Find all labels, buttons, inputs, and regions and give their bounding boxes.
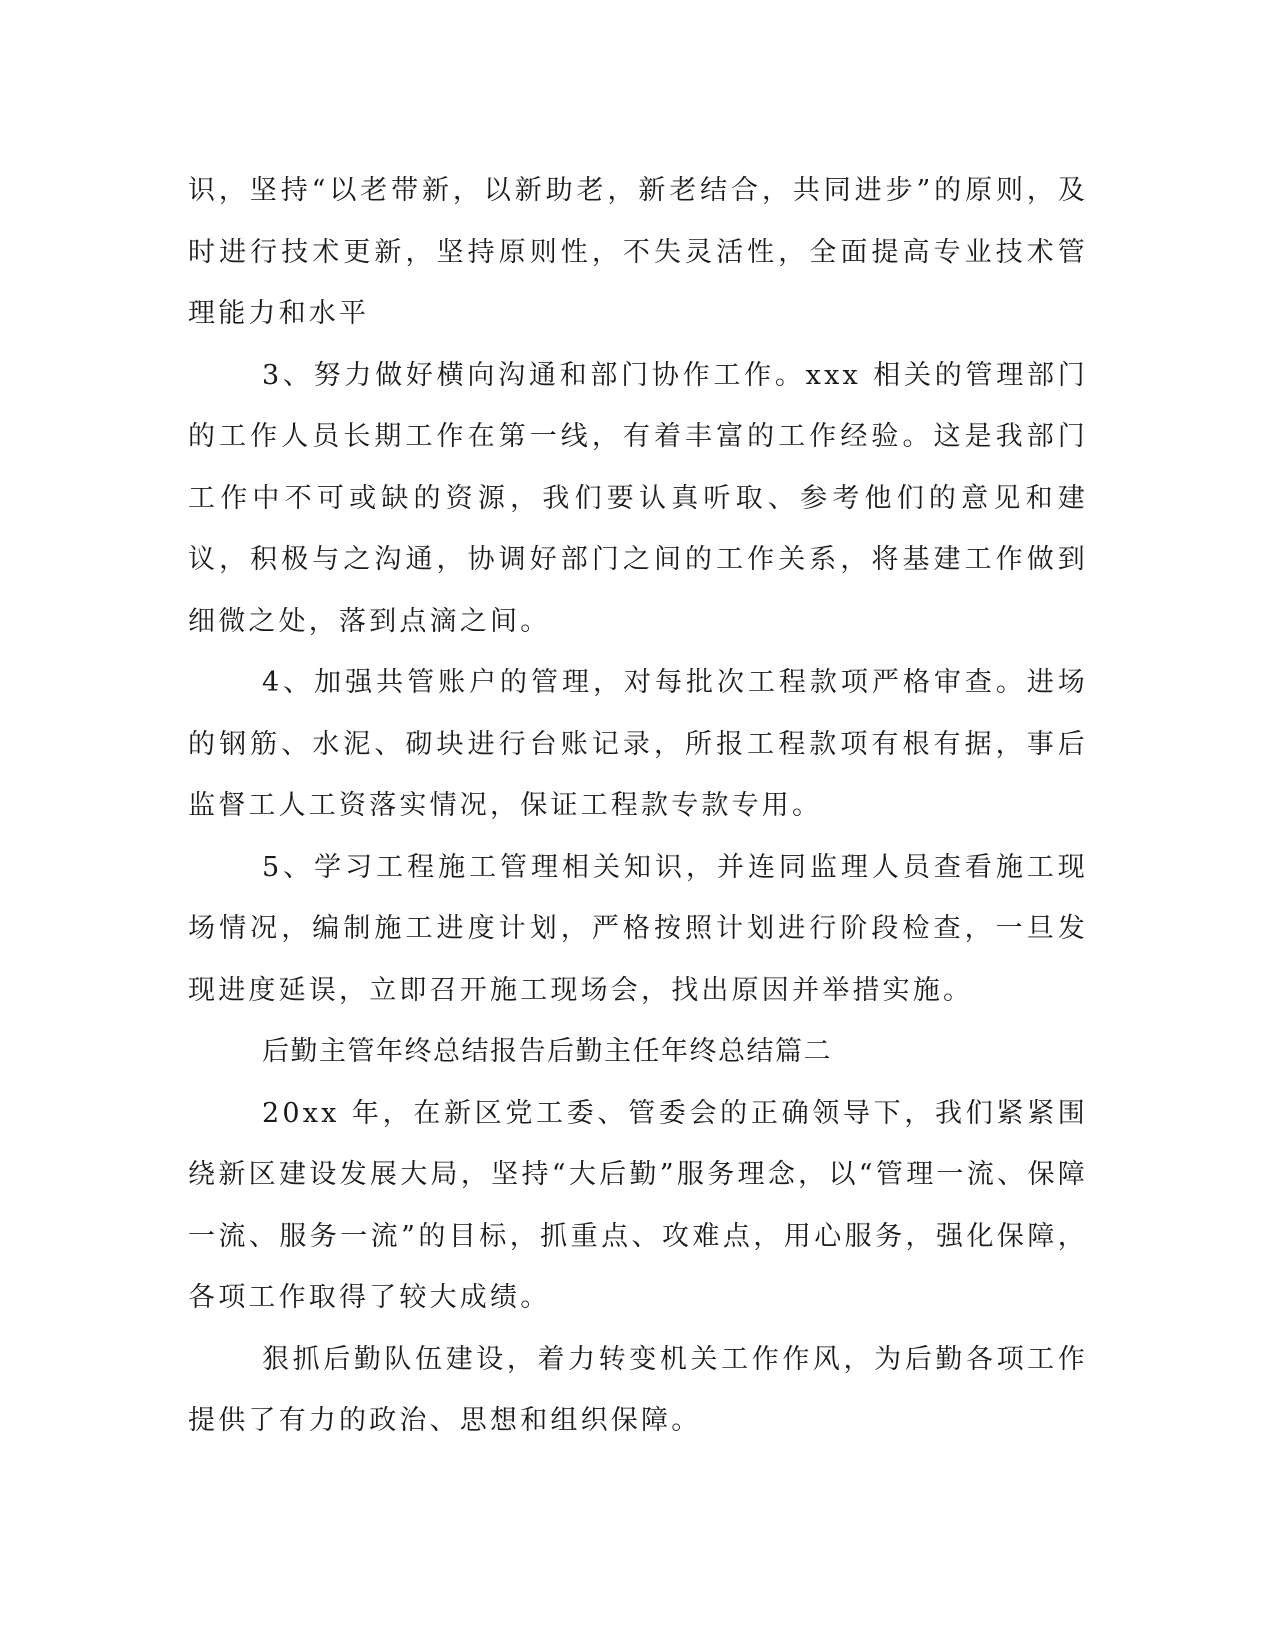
paragraph-item-5: 5、学习工程施工管理相关知识，并连同监理人员查看施工现场情况，编制施工进度计划，严格按照计划进行阶段检查，一旦发现进度延误，立即召开施工现场会，找出原因并举措实施。 (188, 851, 1088, 1006)
paragraph-item-4: 4、加强共管账户的管理，对每批次工程款项严格审查。进场的钢筋、水泥、砌块进行台账记录，所报工程款项有根有据，事后监督工人工资落实情况，保证工程款专款专用。 (188, 667, 1088, 821)
document-body (188, 160, 1088, 1452)
paragraph-continuation: 识，坚持“以老带新，以新助老，新老结合，共同进步”的原则，及时进行技术更新，坚持原则性，不失灵活性，全面提高专业技术管理能力和水平 (188, 175, 1088, 329)
paragraph-intro: 20xx 年，在新区党工委、管委会的正确领导下，我们紧紧围绕新区建设发展大局，坚持“大后勤”服务理念，以“管理一流、保障一流、服务一流”的目标，抓重点、攻难点，用心服务，强化保障，各项工作取得了较大成绩。 (188, 1097, 1088, 1313)
paragraph-item-3: 3、努力做好横向沟通和部门协作工作。xxx 相关的管理部门的工作人员长期工作在第一线，有着丰富的工作经验。这是我部门工作中不可或缺的资源，我们要认真听取、参考他们的意见和建议，积极与之沟通，协调好部门之间的工作关系，将基建工作做到细微之处，落到点滴之间。 (188, 359, 1088, 637)
section-heading: 后勤主管年终总结报告后勤主任年终总结篇二 (262, 1036, 832, 1067)
paragraph-team-building: 狠抓后勤队伍建设，着力转变机关工作作风，为后勤各项工作提供了有力的政治、思想和组织保障。 (188, 1343, 1088, 1436)
